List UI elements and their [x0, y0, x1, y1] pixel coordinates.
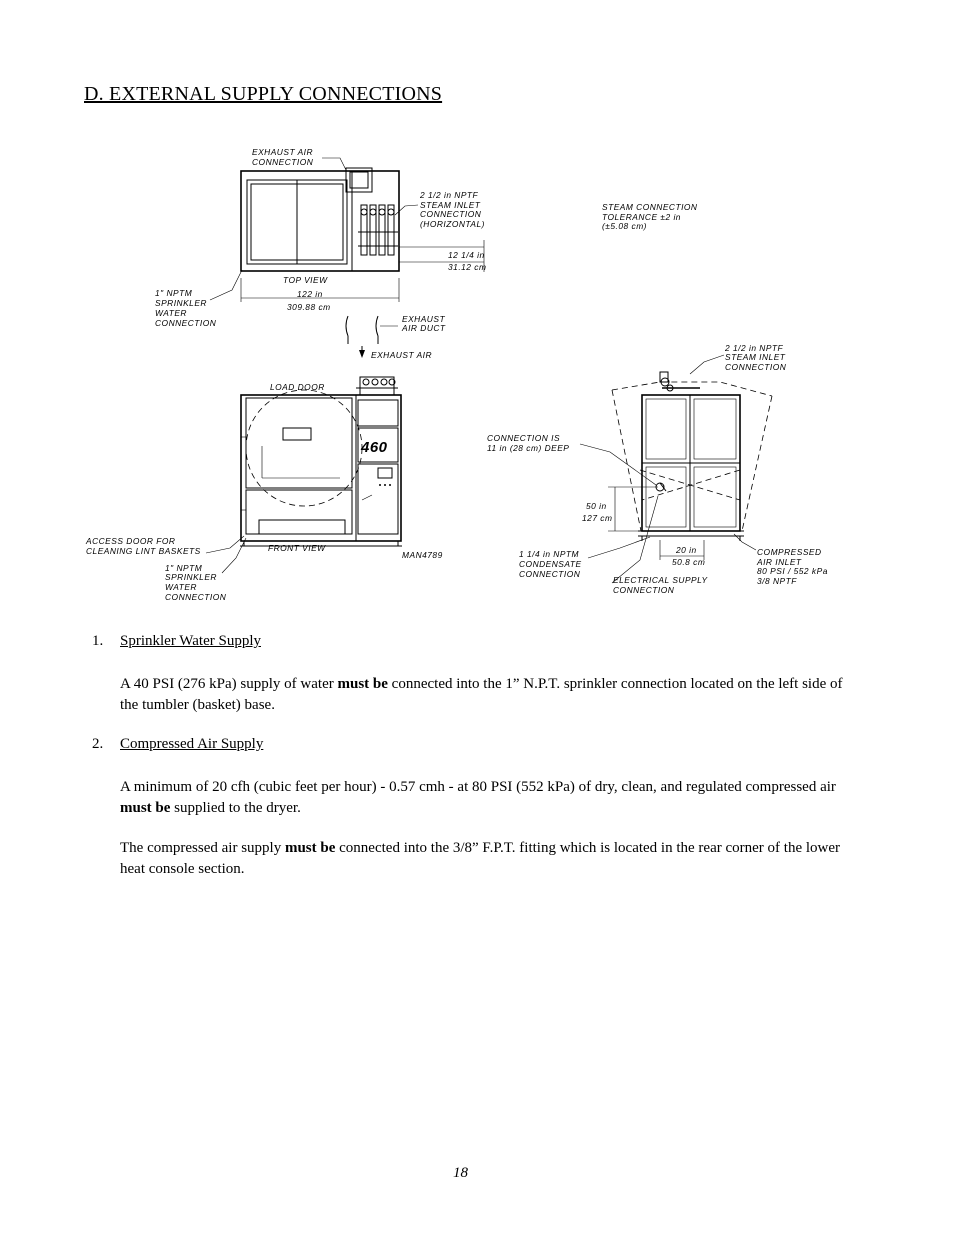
svg-text:EXHAUST AIR: EXHAUST AIR	[252, 147, 314, 157]
svg-text:80 PSI / 552 kPa: 80 PSI / 552 kPa	[757, 566, 828, 576]
svg-text:COMPRESSED: COMPRESSED	[757, 547, 822, 557]
svg-text:CONDENSATE: CONDENSATE	[519, 559, 582, 569]
item-title-sprinkler: Sprinkler Water Supply	[120, 633, 261, 649]
svg-text:AIR DUCT: AIR DUCT	[402, 323, 446, 333]
svg-text:TOLERANCE ±2 in: TOLERANCE ±2 in	[602, 212, 681, 222]
svg-text:WATER: WATER	[155, 308, 187, 318]
svg-text:2 1/2 in NPTF: 2 1/2 in NPTF	[725, 343, 784, 353]
svg-text:1" NPTM: 1" NPTM	[155, 288, 193, 298]
svg-text:STEAM CONNECTION: STEAM CONNECTION	[602, 202, 698, 212]
svg-text:CONNECTION: CONNECTION	[420, 209, 482, 219]
svg-text:31.12 cm: 31.12 cm	[448, 262, 487, 272]
paragraph-compressed-air-minimum: A minimum of 20 cfh (cubic feet per hour) - 0.57 cmh - at 80 PSI (552 kPa) of dry, clean, and regulated compressed air must be supplied to the dryer.	[120, 779, 836, 816]
svg-text:127 cm: 127 cm	[582, 513, 613, 523]
svg-text:CONNECTION: CONNECTION	[252, 157, 314, 167]
svg-text:50.8 cm: 50.8 cm	[672, 557, 706, 567]
svg-text:CONNECTION IS: CONNECTION IS	[487, 433, 561, 443]
svg-text:WATER: WATER	[165, 582, 197, 592]
svg-text:AIR INLET: AIR INLET	[757, 557, 802, 567]
top-view-labels	[155, 147, 698, 360]
svg-text:TOP VIEW: TOP VIEW	[283, 275, 328, 285]
svg-text:STEAM INLET: STEAM INLET	[725, 352, 786, 362]
svg-text:CONNECTION: CONNECTION	[155, 318, 217, 328]
svg-text:(HORIZONTAL): (HORIZONTAL)	[420, 219, 485, 229]
model-badge: 460	[361, 439, 388, 456]
svg-text:20 in: 20 in	[676, 545, 697, 555]
side-view-labels	[487, 343, 828, 595]
svg-text:309.88 cm: 309.88 cm	[287, 302, 331, 312]
svg-text:FRONT VIEW: FRONT VIEW	[268, 543, 326, 553]
svg-text:122 in: 122 in	[297, 289, 323, 299]
svg-text:ACCESS DOOR FOR: ACCESS DOOR FOR	[86, 536, 176, 546]
item-title-compressed-air: Compressed Air Supply	[120, 736, 264, 752]
svg-text:(±5.08 cm): (±5.08 cm)	[602, 221, 647, 231]
svg-text:11 in (28 cm) DEEP: 11 in (28 cm) DEEP	[487, 443, 570, 453]
page-number: 18	[453, 1165, 468, 1181]
svg-text:50 in: 50 in	[586, 501, 607, 511]
svg-text:CONNECTION: CONNECTION	[725, 362, 787, 372]
supply-connections-diagram	[0, 130, 954, 610]
svg-text:ELECTRICAL SUPPLY: ELECTRICAL SUPPLY	[613, 575, 708, 585]
svg-text:CLEANING LINT BASKETS: CLEANING LINT BASKETS	[86, 546, 201, 556]
svg-text:CONNECTION: CONNECTION	[519, 569, 581, 579]
svg-text:12 1/4 in: 12 1/4 in	[448, 250, 485, 260]
item-number: 1.	[92, 633, 104, 649]
svg-text:LOAD DOOR: LOAD DOOR	[270, 382, 325, 392]
svg-text:CONNECTION: CONNECTION	[165, 592, 227, 602]
paragraph-sprinkler: A 40 PSI (276 kPa) supply of water must be connected into the 1” N.P.T. sprinkler connection located on the left side of the tumbler (basket) base.	[120, 676, 843, 713]
svg-text:3/8 NPTF: 3/8 NPTF	[757, 576, 797, 586]
svg-text:1" NPTM: 1" NPTM	[165, 563, 203, 573]
svg-text:SPRINKLER: SPRINKLER	[165, 572, 217, 582]
svg-text:CONNECTION: CONNECTION	[613, 585, 675, 595]
svg-text:STEAM INLET: STEAM INLET	[420, 200, 481, 210]
paragraph-compressed-air-fitting: The compressed air supply must be connected into the 3/8” F.P.T. fitting which is located in the rear corner of the lower heat console section.	[120, 840, 841, 877]
svg-text:MAN4789: MAN4789	[402, 550, 443, 560]
svg-text:1 1/4 in NPTM: 1 1/4 in NPTM	[519, 549, 580, 559]
svg-text:EXHAUST: EXHAUST	[402, 314, 446, 324]
svg-text:SPRINKLER: SPRINKLER	[155, 298, 207, 308]
svg-text:2 1/2 in NPTF: 2 1/2 in NPTF	[420, 190, 479, 200]
svg-text:EXHAUST AIR: EXHAUST AIR	[371, 350, 433, 360]
front-view-labels	[85, 382, 443, 602]
section-heading: D. EXTERNAL SUPPLY CONNECTIONS	[84, 83, 443, 105]
item-number: 2.	[92, 736, 104, 752]
